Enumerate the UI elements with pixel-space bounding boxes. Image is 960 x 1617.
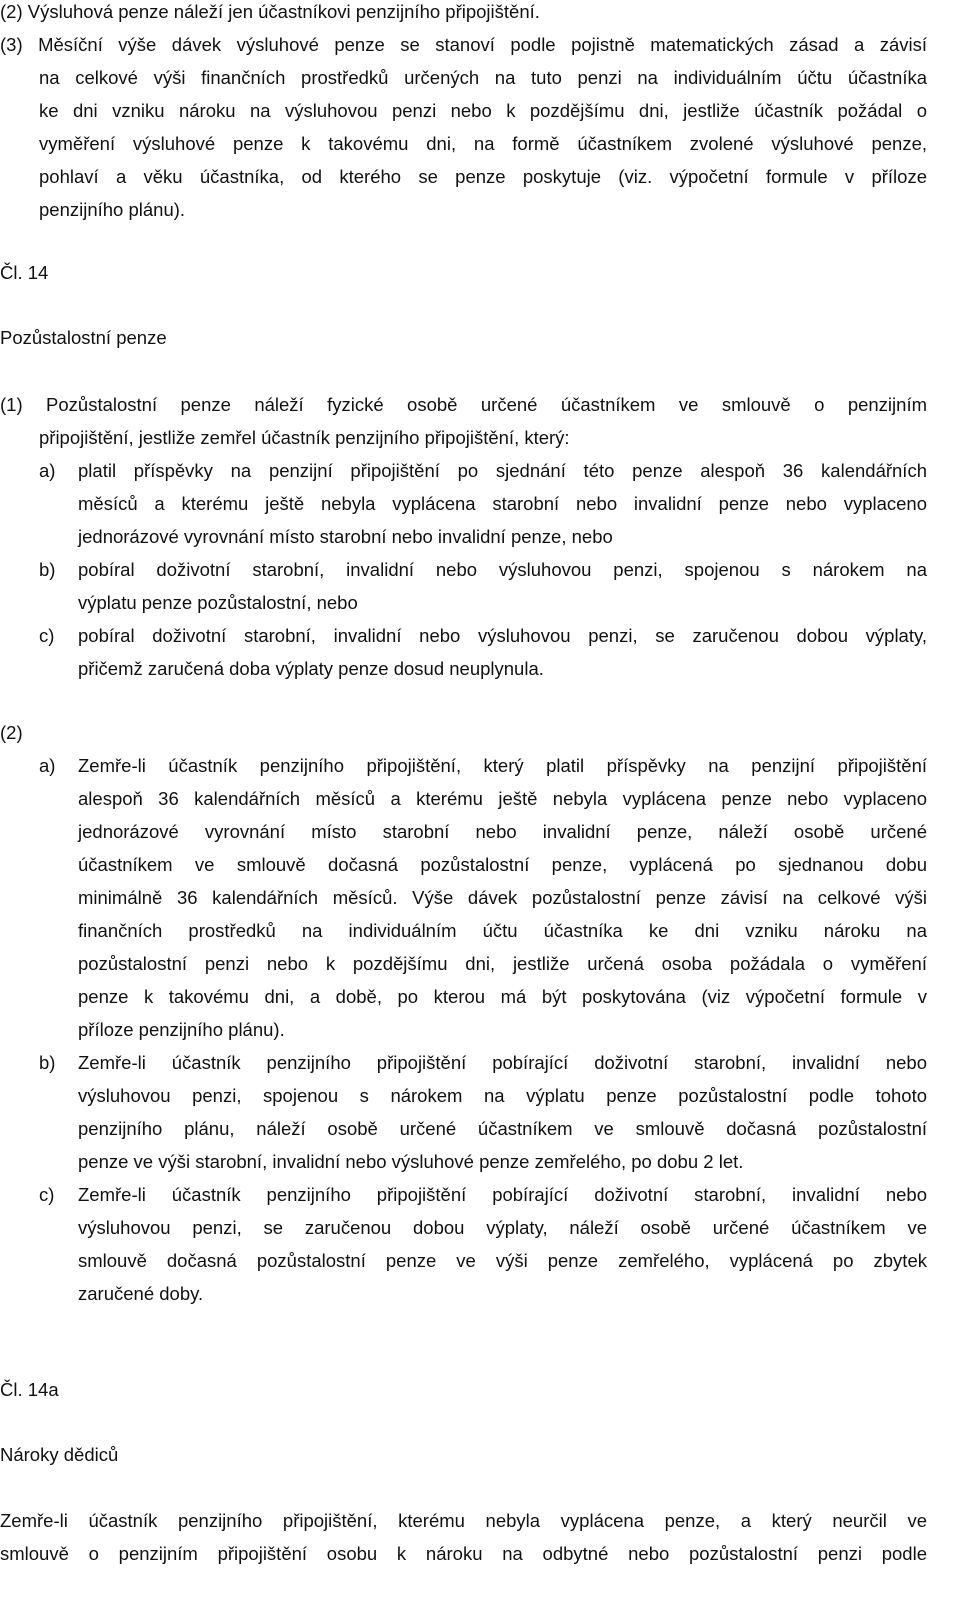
p2-item-a-line-4: účastníkem ve smlouvě dočasná pozůstalostní penze, vyplácená po sjednanou dobu: [78, 854, 927, 875]
list-item-c-line-2: přičemž zaručená doba výplaty penze dosud neuplynula.: [78, 658, 544, 679]
article-14a-title: Nároky dědiců: [0, 1444, 119, 1465]
article-14-p1-line-2: připojištění, jestliže zemřel účastník penzijního připojištění, který:: [39, 427, 570, 448]
paragraph-3-line-2: na celkové výši finančních prostředků určených na tuto penzi na individuálním účtu účastníka: [39, 67, 927, 88]
p2-item-b-line-3: penzijního plánu, náleží osobě určené účastníkem ve smlouvě dočasná pozůstalostní: [78, 1118, 927, 1139]
p2-item-a-line-6: finančních prostředků na individuálním účtu účastníka ke dni vzniku nároku na: [78, 920, 927, 941]
p2-item-c-line-1: Zemře-li účastník penzijního připojištění pobírající doživotní starobní, invalidní nebo: [78, 1184, 927, 1205]
p2-item-c-line-2: výsluhovou penzi, se zaručenou dobou výplaty, náleží osobě určené účastníkem ve: [78, 1217, 927, 1238]
p2-item-a-line-3: jednorázové vyrovnání místo starobní nebo invalidní penze, náleží osobě určené: [78, 821, 927, 842]
p2-item-a-line-1: Zemře-li účastník penzijního připojištění, který platil příspěvky na penzijní připojištění: [78, 755, 927, 776]
p2-item-a-line-5: minimálně 36 kalendářních měsíců. Výše dávek pozůstalostní penze závisí na celkové výši: [78, 887, 927, 908]
p2-marker-b: b): [39, 1052, 56, 1073]
article-14-p1-line-1: (1) Pozůstalostní penze náleží fyzické osobě určené účastníkem ve smlouvě o penzijním: [0, 394, 927, 415]
p2-item-a-line-8: penze k takovému dni, a době, po kterou má být poskytována (viz výpočetní formule v: [78, 986, 927, 1007]
article-14-heading: Čl. 14: [0, 262, 49, 283]
p2-marker-a: a): [39, 755, 56, 776]
paragraph-2-retirement: (2) Výsluhová penze náleží jen účastníkovi penzijního připojištění.: [0, 1, 540, 22]
article-14a-heading: Čl. 14a: [0, 1379, 59, 1400]
paragraph-3-line-6: penzijního plánu).: [39, 199, 186, 220]
article-14a-line-2: smlouvě o penzijním připojištění osobu k nároku na odbytné nebo pozůstalostní penzi podle: [0, 1543, 927, 1564]
paragraph-3-line-5: pohlaví a věku účastníka, od kterého se penze poskytuje (viz. výpočetní formule v příloze: [39, 166, 927, 187]
list-item-c-line-1: pobíral doživotní starobní, invalidní nebo výsluhovou penzi, se zaručenou dobou výplaty,: [78, 625, 927, 646]
list-item-a-line-1: platil příspěvky na penzijní připojištění po sjednání této penze alespoň 36 kalendářních: [78, 460, 927, 481]
p2-item-c-line-3: smlouvě dočasná pozůstalostní penze ve výši penze zemřelého, vyplácená po zbytek: [78, 1250, 927, 1271]
list-marker-c: c): [39, 625, 55, 646]
article-14a-line-1: Zemře-li účastník penzijního připojištění, kterému nebyla vyplácena penze, a který neurčil ve: [0, 1510, 927, 1531]
list-item-b-line-2: výplatu penze pozůstalostní, nebo: [78, 592, 358, 613]
p2-item-b-line-1: Zemře-li účastník penzijního připojištění pobírající doživotní starobní, invalidní nebo: [78, 1052, 927, 1073]
list-marker-b: b): [39, 559, 56, 580]
list-marker-a: a): [39, 460, 56, 481]
list-item-a-line-2: měsíců a kterému ještě nebyla vyplácena starobní nebo invalidní penze nebo vyplaceno: [78, 493, 927, 514]
list-item-a-line-3: jednorázové vyrovnání místo starobní nebo invalidní penze, nebo: [78, 526, 613, 547]
p2-item-a-line-7: pozůstalostní penzi nebo k pozdějšímu dni, jestliže určená osoba požádala o vyměření: [78, 953, 927, 974]
p2-item-b-line-2: výsluhovou penzi, spojenou s nárokem na výplatu penze pozůstalostní podle tohoto: [78, 1085, 927, 1106]
p2-item-c-line-4: zaručené doby.: [78, 1283, 204, 1304]
p2-item-b-line-4: penze ve výši starobní, invalidní nebo výsluhové penze zemřelého, po dobu 2 let.: [78, 1151, 744, 1172]
paragraph-3-line-1: (3) Měsíční výše dávek výsluhové penze se stanoví podle pojistně matematických zásad a závisí: [0, 34, 927, 55]
paragraph-3-line-3: ke dni vzniku nároku na výsluhovou penzi nebo k pozdějšímu dni, jestliže účastník požádal o: [39, 100, 927, 121]
paragraph-3-line-4: vyměření výsluhové penze k takovému dni, na formě účastníkem zvolené výsluhové penze,: [39, 133, 927, 154]
list-item-b-line-1: pobíral doživotní starobní, invalidní nebo výsluhovou penzi, spojenou s nárokem na: [78, 559, 927, 580]
p2-marker-c: c): [39, 1184, 55, 1205]
p2-item-a-line-2: alespoň 36 kalendářních měsíců a kterému ještě nebyla vyplácena penze nebo vyplaceno: [78, 788, 927, 809]
article-14-title: Pozůstalostní penze: [0, 327, 167, 348]
paragraph-2-marker: (2): [0, 722, 23, 743]
p2-item-a-line-9: příloze penzijního plánu).: [78, 1019, 285, 1040]
